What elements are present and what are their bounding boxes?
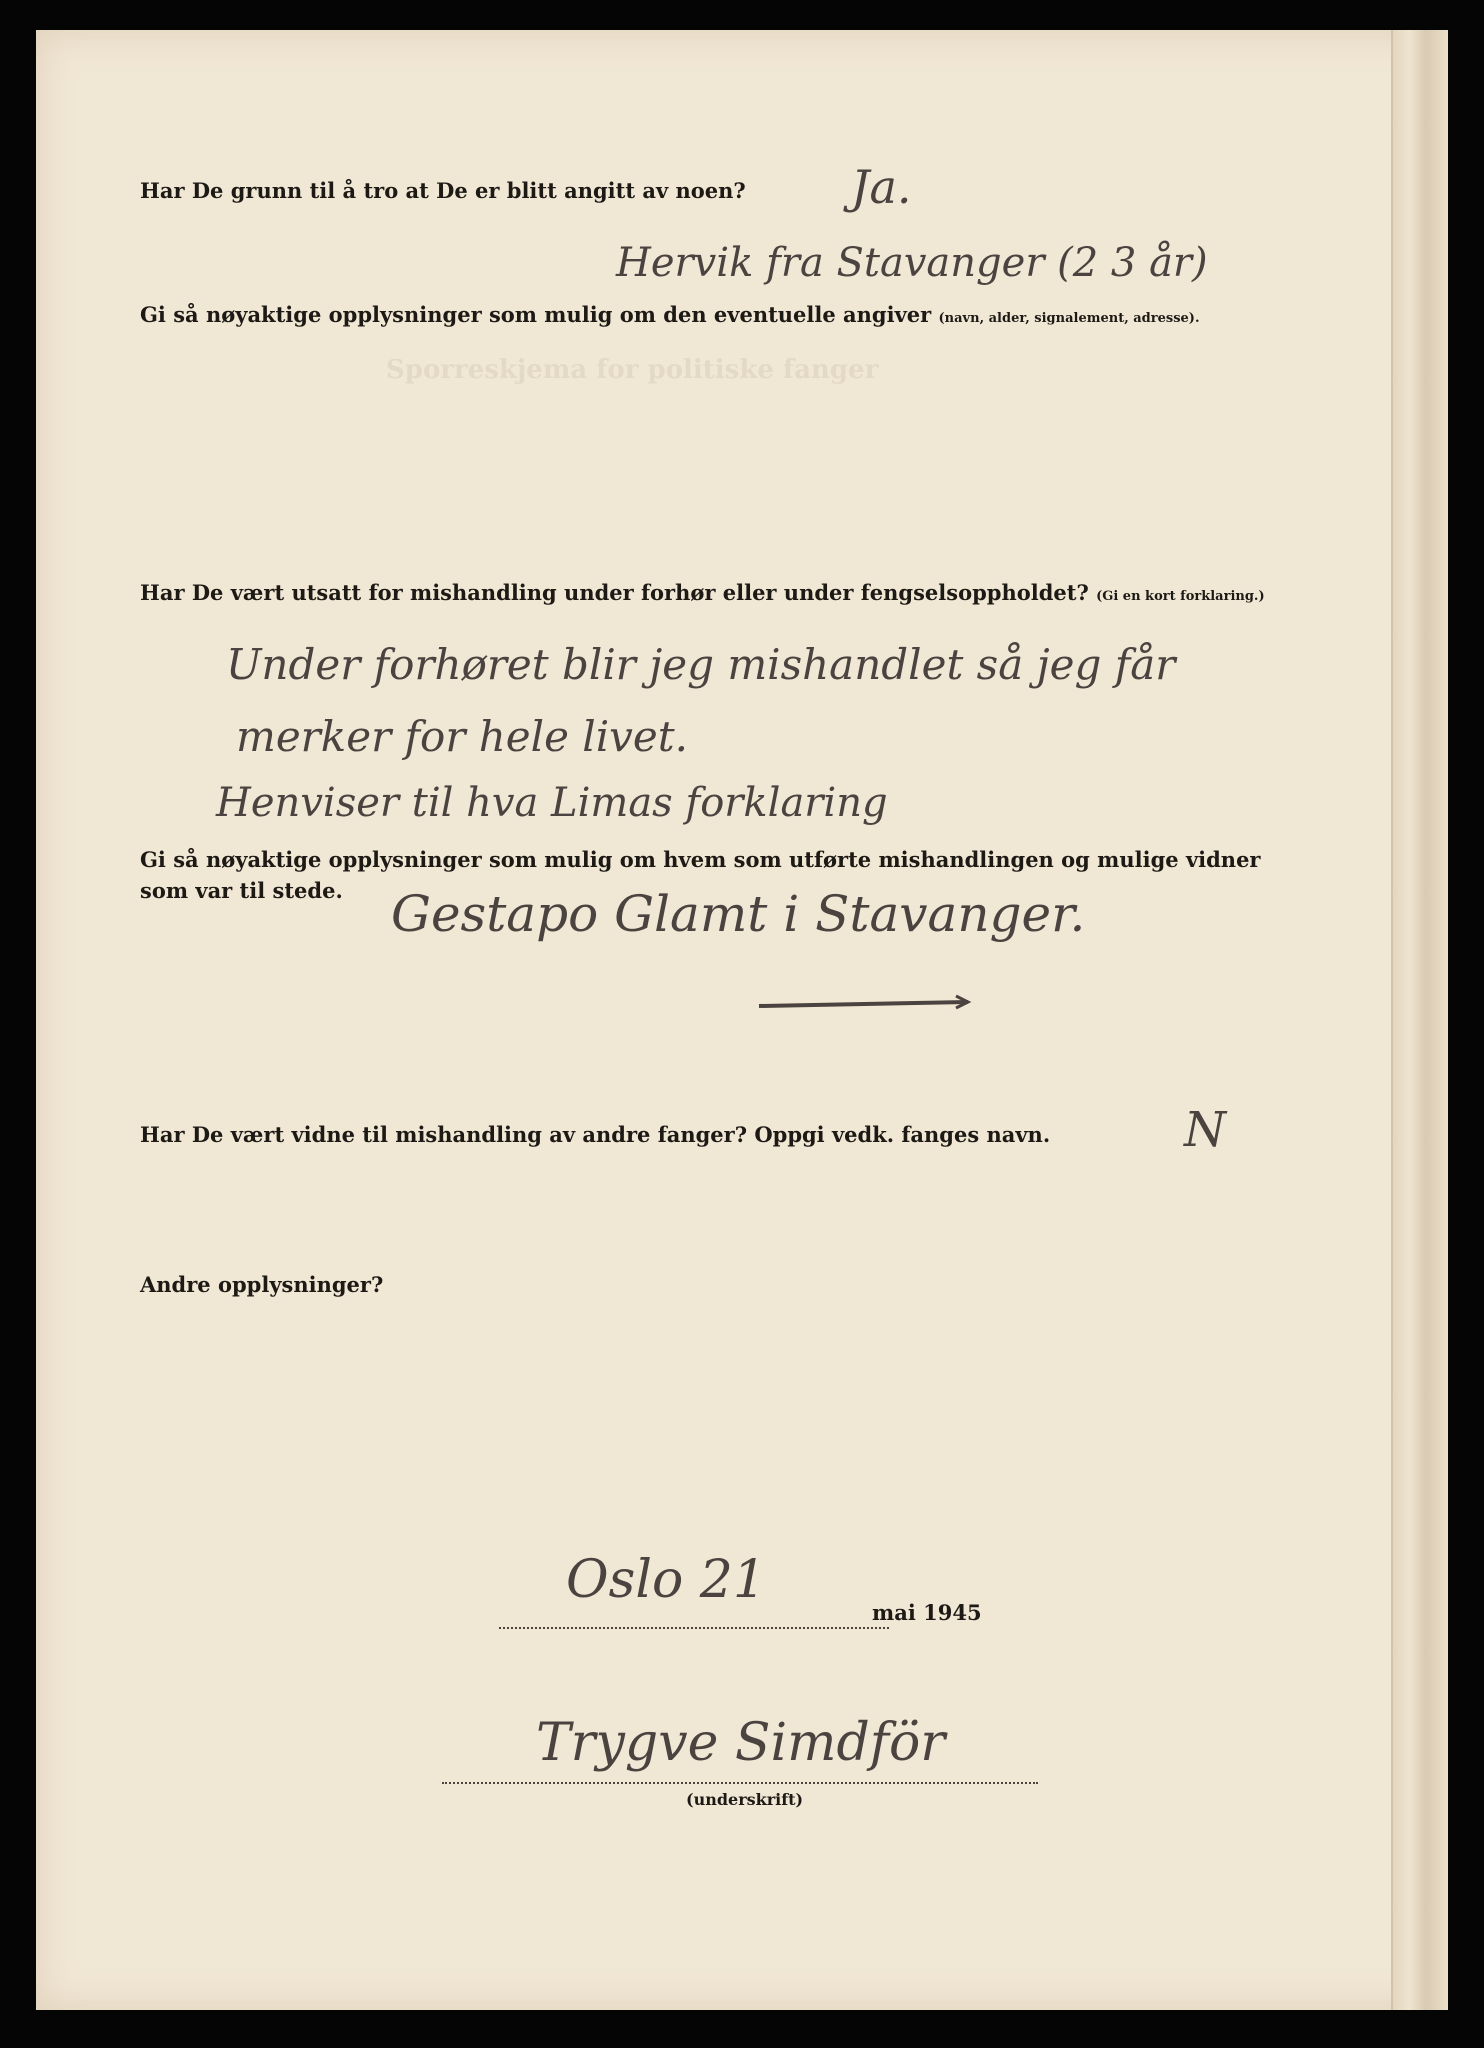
question-utforte-cont: som var til stede. — [140, 878, 343, 903]
answer-mishandling-line2: merker for hele livet. — [236, 712, 688, 761]
bleed-through-text: Sporreskjema for politiske fanger — [386, 355, 879, 385]
answer-vidne: N — [1184, 1102, 1226, 1158]
signature-line — [442, 1782, 1038, 1784]
answer-angiver: Hervik fra Stavanger (2 3 år) — [616, 240, 1208, 286]
place-date-line — [499, 1627, 889, 1629]
question-angitt: Har De grunn til å tro at De er blitt angitt av noen? — [140, 178, 746, 203]
question-mishandling-text: Har De vært utsatt for mishandling under forhør eller under fengselsoppholdet? — [140, 580, 1089, 605]
question-angiver — [140, 302, 1199, 327]
question-utforte: Gi så nøyaktige opplysninger som mulig om hvem som utførte mishandlingen og mulige vidner — [140, 847, 1261, 872]
answer-utforte: Gestapo Glamt i Stavanger. — [391, 885, 1086, 943]
paper-edge — [1391, 30, 1448, 2010]
question-vidne: Har De vært vidne til mishandling av andre fanger? Oppgi vedk. fanges navn. — [140, 1122, 1051, 1147]
question-angiver-note: (navn, alder, signalement, adresse). — [938, 311, 1200, 326]
month-year: mai 1945 — [872, 1600, 982, 1625]
signature-caption: (underskrift) — [686, 1790, 804, 1809]
signature: Trygve Simdför — [536, 1713, 946, 1773]
arrow-stroke — [756, 990, 976, 1020]
question-mishandling-note: (Gi en kort forklaring.) — [1096, 589, 1265, 604]
form-page — [36, 30, 1448, 2010]
place-date-handwritten: Oslo 21 — [566, 1550, 766, 1610]
question-mishandling — [140, 580, 1265, 605]
question-angiver-text: Gi så nøyaktige opplysninger som mulig om den eventuelle angiver — [140, 302, 932, 327]
answer-mishandling-line3: Henviser til hva Limas forklaring — [216, 780, 888, 826]
answer-mishandling-line1: Under forhøret blir jeg mishandlet så jeg får — [226, 640, 1176, 689]
answer-angitt: Ja. — [851, 160, 912, 214]
question-andre: Andre opplysninger? — [140, 1272, 384, 1297]
